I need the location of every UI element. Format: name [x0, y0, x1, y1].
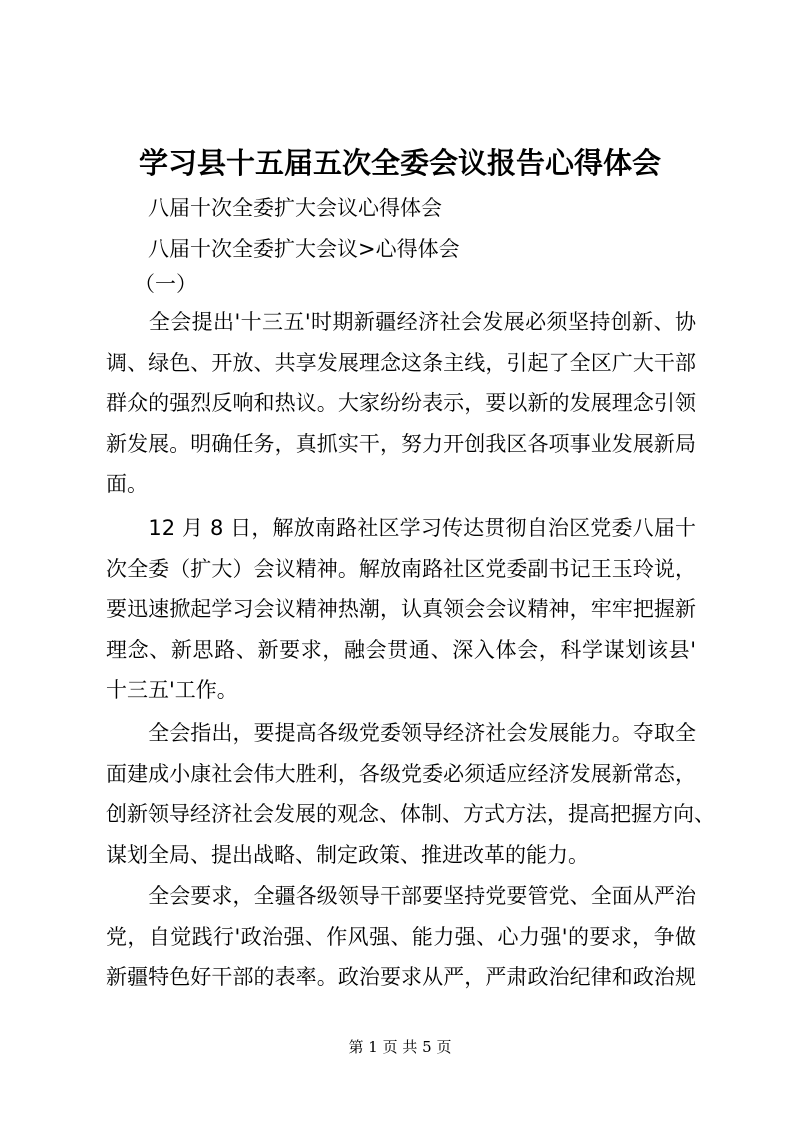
document-title: 学习县十五届五次全委会议报告心得体会	[138, 146, 661, 180]
subtitle-line-2: 八届十次全委扩大会议>心得体会	[148, 237, 460, 261]
paragraph-line: 谋划全局、提出战略、制定政策、推进改革的能力。	[106, 842, 589, 867]
paragraph-line: 新发展。明确任务，真抓实干，努力开创我区各项事业发展新局	[106, 431, 696, 456]
paragraph-line: 全会提出'十三五'时期新疆经济社会发展必须坚持创新、协	[106, 310, 696, 334]
paragraph-line: 理念、新思路、新要求，融会贯通、深入体会，科学谋划该县'	[106, 637, 696, 662]
page-number-footer: 第 1 页 共 5 页	[348, 1038, 452, 1056]
paragraph-line: 群众的强烈反响和热议。大家纷纷表示，要以新的发展理念引领	[106, 391, 696, 415]
paragraph-line: 面。	[106, 472, 148, 496]
paragraph-1	[106, 302, 696, 505]
section-marker: （一）	[134, 272, 197, 296]
paragraph-line: 12 月 8 日，解放南路社区学习传达贯彻自治区党委八届十	[106, 516, 696, 540]
paragraph-line: 面建成小康社会伟大胜利，各级党委必须适应经济发展新常态，	[106, 761, 696, 786]
paragraph-line: 要迅速掀起学习会议精神热潮，认真领会会议精神，牢牢把握新	[106, 597, 696, 621]
paragraph-line: 调、绿色、开放、共享发展理念这条主线，引起了全区广大干部	[106, 350, 696, 375]
paragraph-line: 次全委（扩大）会议精神。解放南路社区党委副书记王玉玲说，	[106, 556, 696, 581]
paragraph-3	[106, 713, 715, 875]
paragraph-4	[106, 876, 696, 998]
paragraph-line: 全会要求，全疆各级领导干部要坚持党要管党、全面从严治	[106, 884, 696, 908]
paragraph-line: 全会指出，要提高各级党委领导经济社会发展能力。夺取全	[106, 721, 696, 745]
paragraph-2	[106, 508, 696, 711]
paragraph-line: 创新领导经济社会发展的观念、体制、方式方法，提高把握方向、	[106, 802, 715, 826]
paragraph-line: 新疆特色好干部的表率。政治要求从严，严肃政治纪律和政治规	[106, 965, 696, 989]
subtitle-line-1: 八届十次全委扩大会议心得体会	[148, 196, 442, 220]
paragraph-line: 十三五'工作。	[106, 678, 238, 702]
paragraph-line: 党，自觉践行'政治强、作风强、能力强、心力强'的要求，争做	[106, 924, 696, 949]
